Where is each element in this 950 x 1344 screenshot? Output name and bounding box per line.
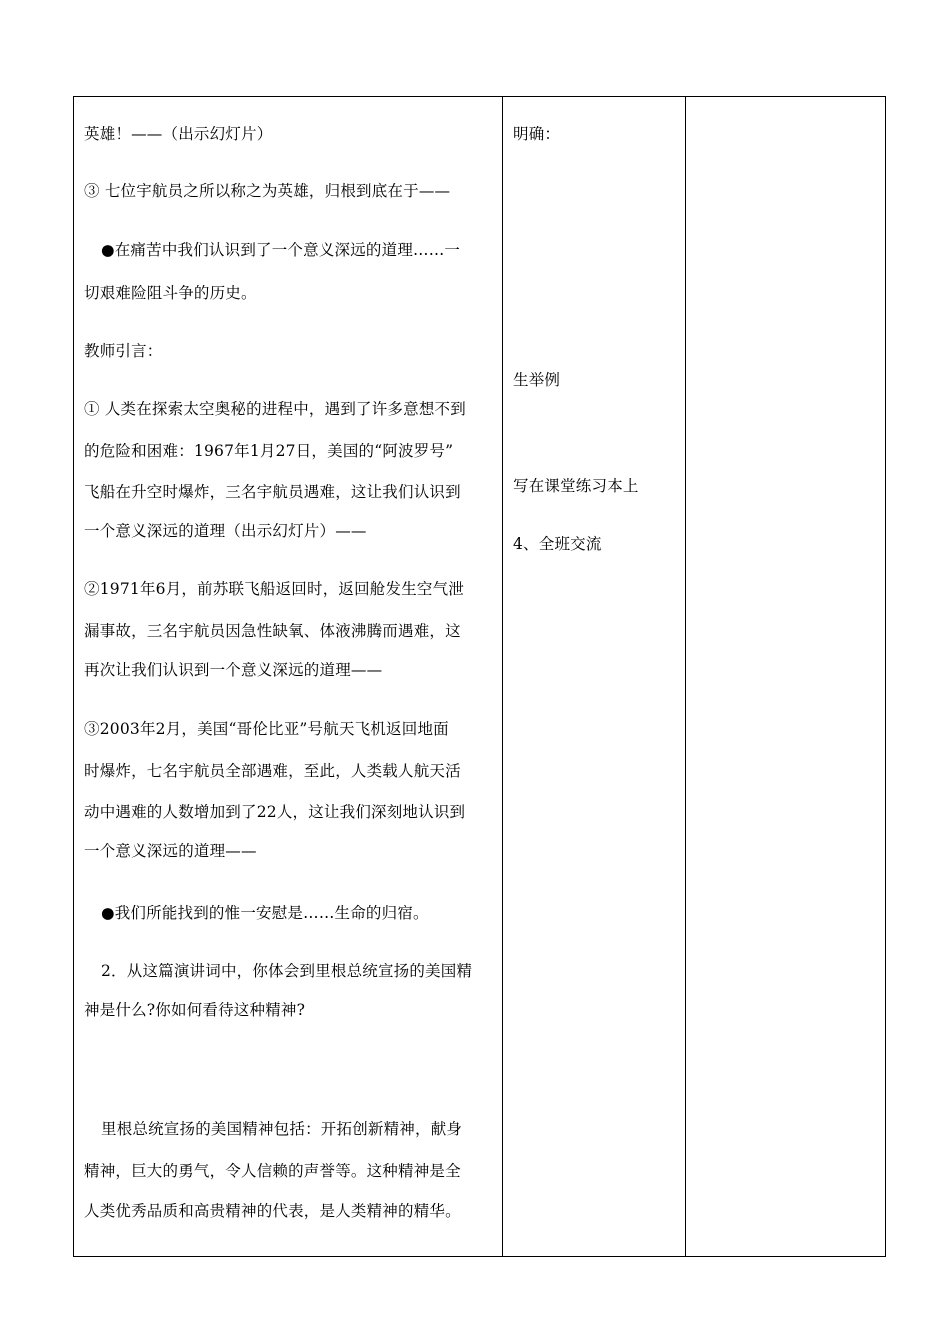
text-line: 明确： bbox=[513, 125, 561, 143]
text-line: 人类优秀品质和高贵精神的代表，是人类精神的精华。 bbox=[84, 1202, 461, 1220]
text-line: 飞船在升空时爆炸，三名宇航员遇难，这让我们认识到 bbox=[84, 483, 461, 501]
text-line: 一个意义深远的道理（出示幻灯片）—— bbox=[84, 522, 367, 540]
text-line: 时爆炸，七名宇航员全部遇难，至此，人类载人航天活 bbox=[84, 762, 461, 780]
text-line: 精神，巨大的勇气，令人信赖的声誉等。这种精神是全 bbox=[84, 1162, 461, 1180]
text-line: 4、全班交流 bbox=[513, 535, 602, 553]
text-line: 2．从这篇演讲词中，你体会到里根总统宣扬的美国精 bbox=[101, 962, 473, 980]
text-line: 一个意义深远的道理—— bbox=[84, 842, 257, 860]
text-line: 切艰难险阻斗争的历史。 bbox=[84, 284, 257, 302]
text-line: ③ 七位宇航员之所以称之为英雄，归根到底在于—— bbox=[84, 182, 451, 200]
text-line: 漏事故，三名宇航员因急性缺氧、体液沸腾而遇难，这 bbox=[84, 622, 461, 640]
text-line: 再次让我们认识到一个意义深远的道理—— bbox=[84, 661, 383, 679]
text-line: 的危险和困难：1967年1月27日，美国的“阿波罗号” bbox=[84, 442, 454, 460]
text-line: ●我们所能找到的惟一安慰是……生命的归宿。 bbox=[101, 904, 429, 922]
text-line: 里根总统宣扬的美国精神包括：开拓创新精神，献身 bbox=[101, 1120, 463, 1138]
text-line: 生举例 bbox=[513, 371, 561, 389]
text-line: 神是什么?你如何看待这种精神? bbox=[84, 1001, 306, 1019]
text-line: 英雄！——（出示幻灯片） bbox=[84, 125, 273, 143]
student-activity-cell bbox=[503, 97, 685, 1256]
text-line: ●在痛苦中我们认识到了一个意义深远的道理……一 bbox=[101, 241, 461, 259]
text-line: ① 人类在探索太空奥秘的进程中，遇到了许多意想不到 bbox=[84, 400, 466, 418]
text-line: ②1971年6月，前苏联飞船返回时，返回舱发生空气泄 bbox=[84, 580, 465, 598]
teaching-content-cell bbox=[74, 97, 502, 1256]
text-line: 写在课堂练习本上 bbox=[513, 477, 639, 495]
lesson-table bbox=[73, 96, 886, 1257]
text-line: ③2003年2月，美国“哥伦比亚”号航天飞机返回地面 bbox=[84, 720, 449, 738]
text-line: 动中遇难的人数增加到了22人，这让我们深刻地认识到 bbox=[84, 803, 466, 821]
text-line: 教师引言： bbox=[84, 342, 163, 360]
notes-cell bbox=[686, 97, 886, 1256]
